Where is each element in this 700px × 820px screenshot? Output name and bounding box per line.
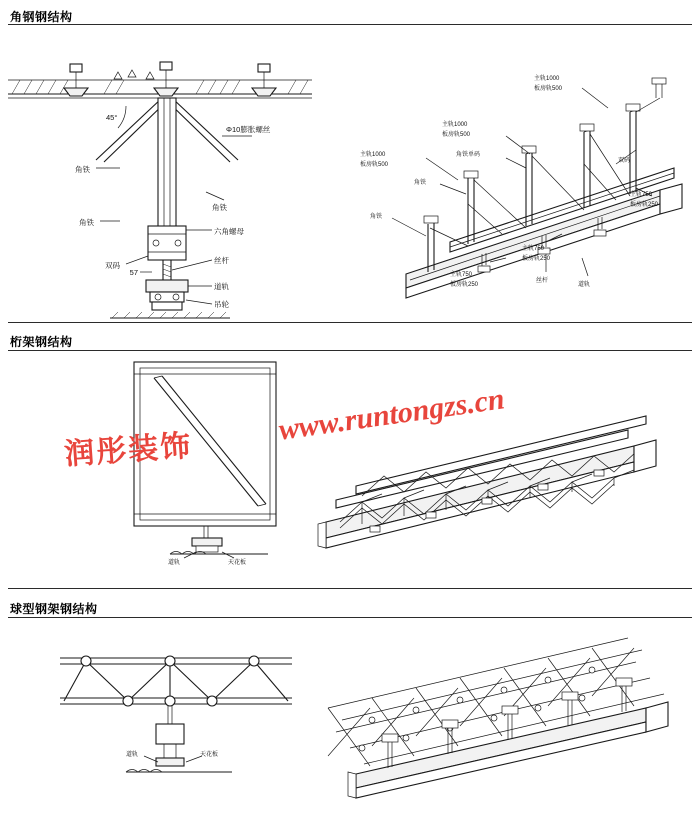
label-ball-ceiling: 天花板 (200, 752, 219, 758)
label-plate-rail-250-b: 板房轨250 (450, 282, 479, 288)
label-main-rail-1000-b: 主轨1000 (360, 152, 386, 158)
label-angle-single-code: 角铁单码 (456, 152, 481, 158)
label-double-code-2: 双码 (618, 158, 631, 164)
panel-angle-steel-iso (330, 28, 696, 318)
label-angle-45: 45° (106, 113, 118, 122)
label-plate-rail-250-a: 板房轨250 (522, 256, 551, 262)
label-truss-ceiling: 天花板 (228, 560, 247, 566)
label-plate-rail-250-c: 板房轨250 (630, 202, 659, 208)
divider-mid-1 (8, 322, 692, 323)
label-main-rail-750-c: 主轨750 (630, 192, 653, 198)
label-angle-iron-b: 角铁 (370, 214, 383, 220)
label-screw-rod: 丝杆 (214, 256, 229, 265)
panel-truss-iso (316, 376, 696, 556)
label-angle-iron-3: 角铁 (79, 218, 94, 227)
panel-truss-elevation (118, 356, 308, 568)
section-title-ball-frame: 球型钢架钢结构 (10, 602, 98, 616)
label-truss-track: 道轨 (168, 560, 181, 566)
label-angle-iron-1: 角铁 (75, 165, 90, 174)
label-plate-rail-500-a: 板房轨500 (442, 132, 471, 138)
divider-top (8, 24, 692, 25)
label-main-rail-750-b: 主轨750 (450, 272, 473, 278)
label-screw-rod-2: 丝杆 (536, 278, 549, 284)
label-angle-iron-a: 角铁 (413, 180, 426, 186)
label-plate-rail-500-b: 板房轨500 (360, 162, 389, 168)
label-dim-57: 57 (129, 268, 138, 277)
label-angle-iron-2: 角铁 (212, 203, 227, 212)
section-title-truss: 桁架钢结构 (10, 335, 73, 349)
label-main-rail-1000-a: 主轨1000 (442, 122, 468, 128)
label-hanging-wheel: 吊轮 (214, 300, 229, 309)
divider-mid-3 (8, 588, 692, 589)
panel-ball-frame-elevation (40, 630, 310, 790)
divider-mid-2 (8, 350, 692, 351)
label-hex-nut: 六角螺母 (214, 227, 244, 236)
panel-angle-steel-section (0, 28, 320, 318)
label-main-rail-1000-c: 主轨1000 (534, 76, 560, 82)
watermark-url: www.runtongzs.cn (276, 382, 507, 447)
label-double-code: 双码 (105, 261, 120, 270)
watermark-company: 润彤装饰 (63, 429, 194, 472)
label-ball-track: 道轨 (126, 752, 139, 758)
label-expansion-bolt: Φ10膨胀螺丝 (226, 125, 271, 134)
label-main-rail-750-a: 主轨750 (522, 246, 545, 252)
label-track-2: 道轨 (578, 282, 591, 288)
label-plate-rail-500-c: 板房轨500 (534, 86, 563, 92)
panel-ball-frame-iso (316, 616, 700, 806)
section-title-angle-steel: 角钢钢结构 (10, 10, 73, 24)
label-track: 道轨 (214, 282, 229, 291)
